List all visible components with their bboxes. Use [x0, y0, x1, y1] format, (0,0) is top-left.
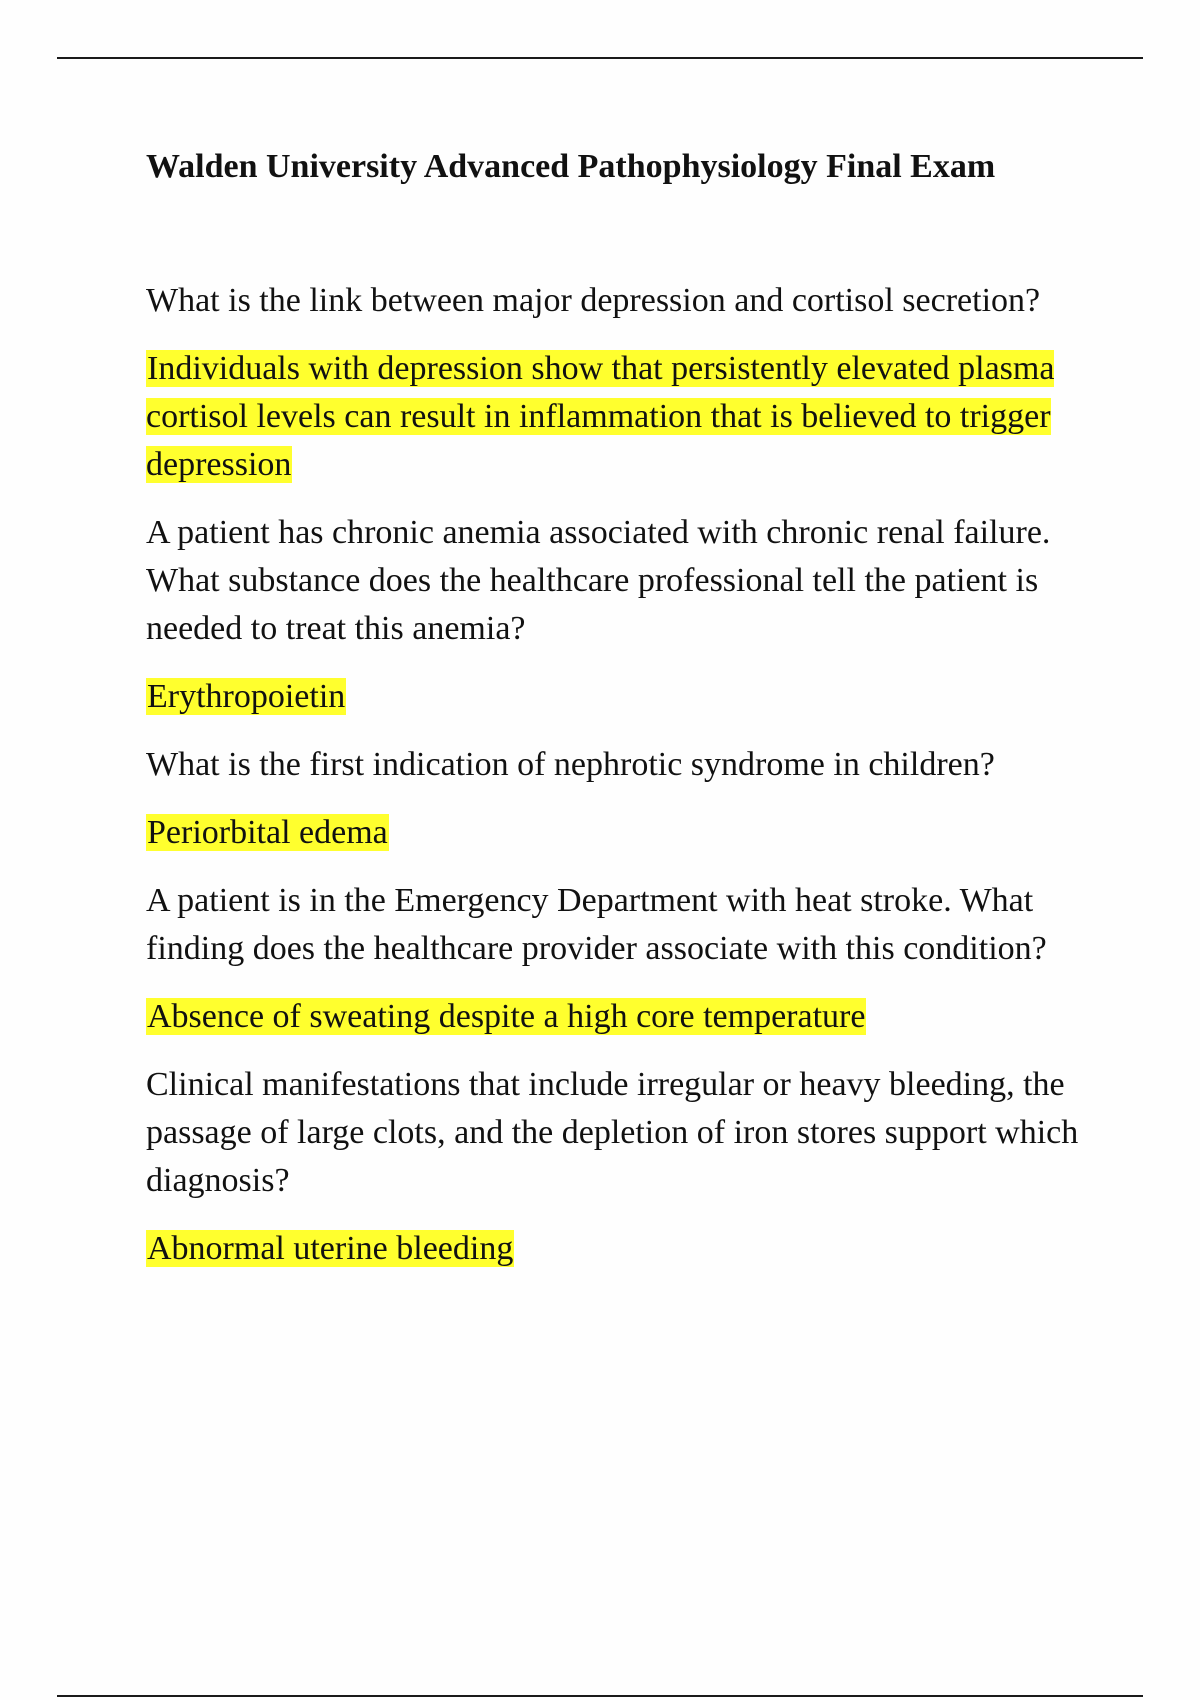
- answer-1-highlight: Individuals with depression show that persistently elevated plasma cortisol levels can result in inflammation that is believed to trigger depression: [146, 350, 1055, 483]
- answer-5-highlight: Abnormal uterine bleeding: [147, 1230, 514, 1267]
- answer-2: [146, 673, 1106, 721]
- question-3: What is the first indication of nephrotic syndrome in children?: [146, 746, 995, 783]
- answer-4-highlight: Absence of sweating despite a high core temperature: [147, 998, 866, 1035]
- question-5-line-2: passage of large clots, and the depletion of iron stores support which diagnosis?: [146, 1114, 1079, 1199]
- answer-1: [146, 345, 1106, 489]
- question-4: A patient is in the Emergency Department with heat stroke. What finding does the healthcare provider associate with this condition?: [146, 882, 1047, 967]
- answer-3-highlight: Periorbital edema: [147, 814, 388, 851]
- answer-5: [146, 1225, 1106, 1273]
- question-1: What is the link between major depression and cortisol secretion?: [146, 282, 1041, 319]
- question-2: A patient has chronic anemia associated with chronic renal failure. What substance does the healthcare professional tell the patient is needed to treat this anemia?: [146, 514, 1051, 647]
- page-title: Walden University Advanced Pathophysiology Final Exam: [146, 148, 996, 185]
- question-5-line-1: Clinical manifestations that include irregular or heavy bleeding, the: [146, 1066, 1065, 1103]
- answer-2-highlight: Erythropoietin: [147, 678, 346, 715]
- document-body: [146, 142, 1106, 1293]
- answer-4: [146, 993, 1106, 1041]
- top-rule: [57, 57, 1143, 59]
- answer-3: [146, 809, 1106, 857]
- bottom-rule: [57, 1695, 1143, 1697]
- question-5: [146, 1061, 1106, 1205]
